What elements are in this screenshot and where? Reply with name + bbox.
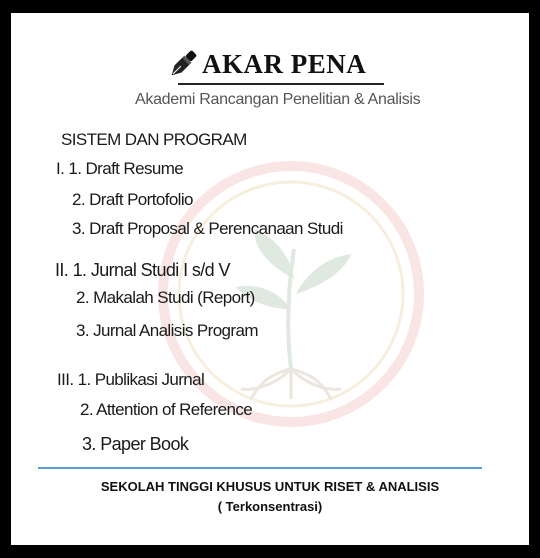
program-item: I. 1. Draft Resume <box>56 159 184 178</box>
brand <box>166 47 366 81</box>
brand-subtitle: Akademi Rancangan Penelitian & Analisis <box>135 91 421 108</box>
program-item: 3. Draft Proposal & Perencanaan Studi <box>72 219 343 238</box>
brand-underline <box>178 83 384 85</box>
section-title: SISTEM DAN PROGRAM <box>61 130 247 149</box>
school-name: SEKOLAH TINGGI KHUSUS UNTUK RISET & ANALISIS <box>100 479 440 494</box>
program-item: 2. Makalah Studi (Report) <box>76 288 255 307</box>
program-item: 2. Draft Portofolio <box>72 190 193 209</box>
program-item: III. 1. Publikasi Jurnal <box>57 370 205 389</box>
program-item: II. 1. Jurnal Studi I s/d V <box>55 260 230 280</box>
school-note: ( Terkonsentrasi) <box>217 499 323 514</box>
program-item: 3. Jurnal Analisis Program <box>76 321 258 340</box>
program-item: 3. Paper Book <box>82 434 189 454</box>
pen-icon <box>166 47 200 81</box>
program-item: 2. Attention of Reference <box>80 400 253 419</box>
document-card <box>11 13 529 545</box>
brand-name: AKAR PENA <box>202 48 367 79</box>
divider-line <box>38 467 482 469</box>
